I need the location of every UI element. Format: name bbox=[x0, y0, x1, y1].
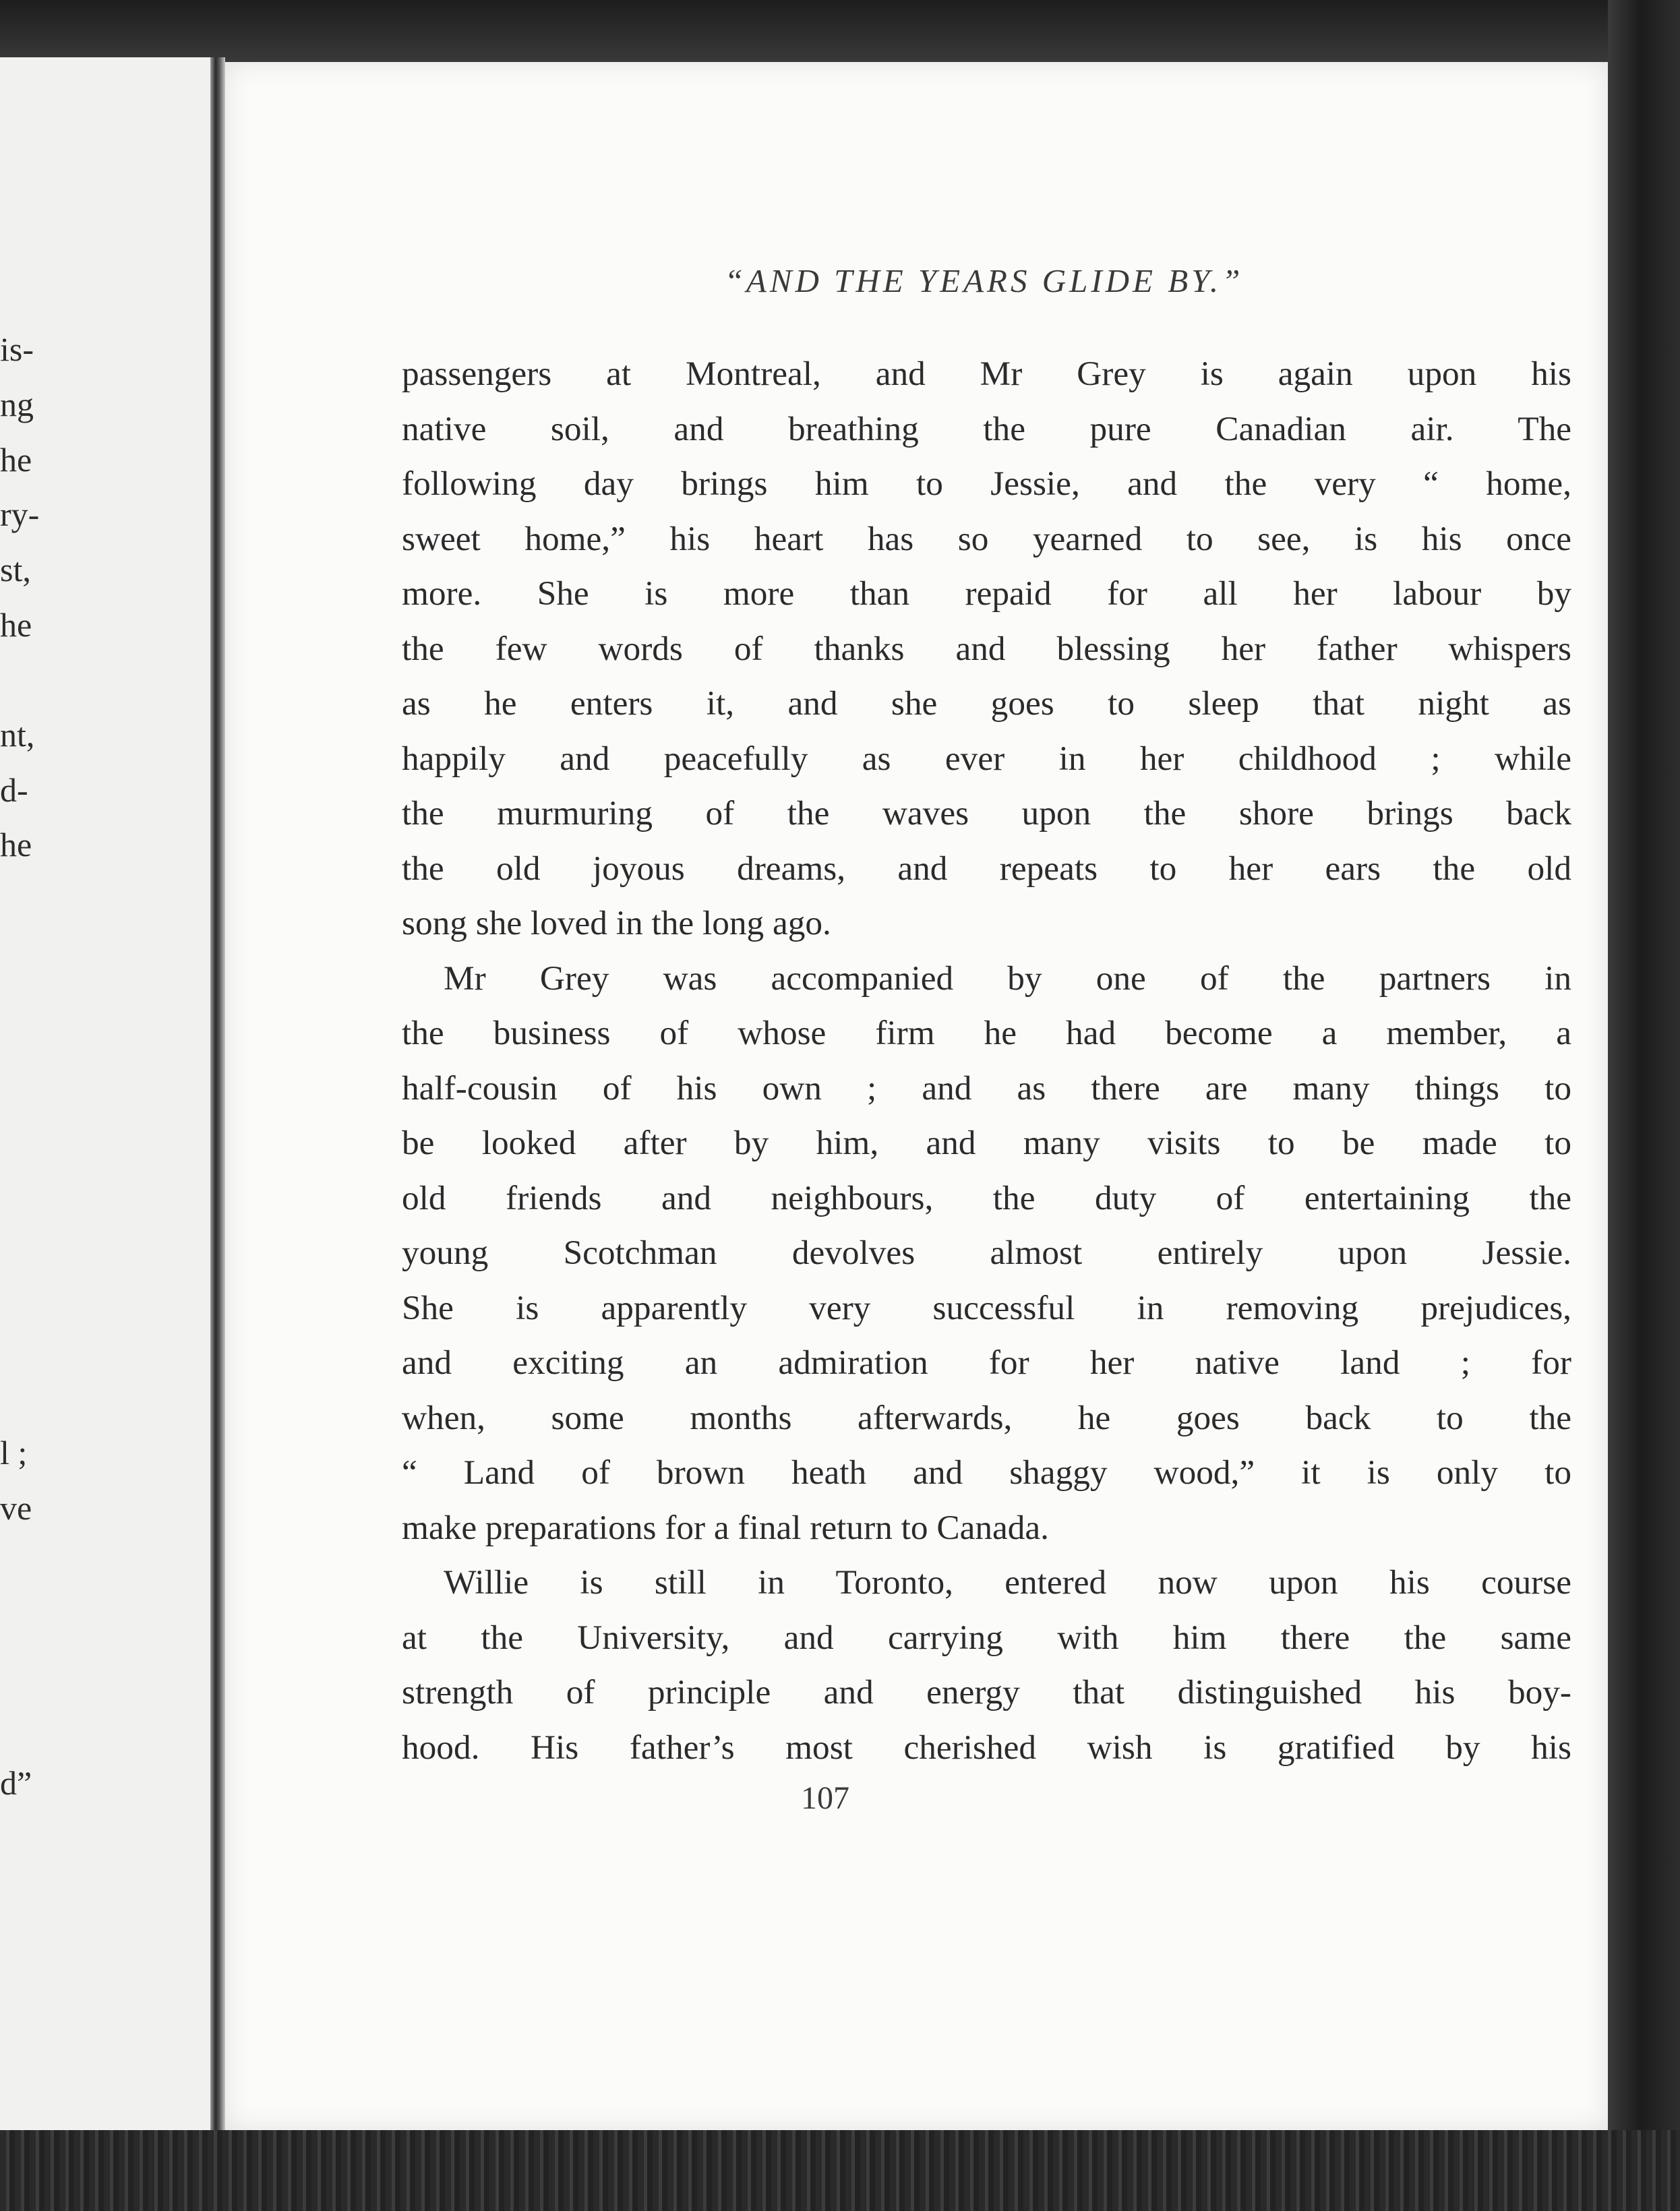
text-line: native soil, and breathing the pure Canadian air. The bbox=[402, 409, 1571, 448]
running-head: “AND THE YEARS GLIDE BY.” bbox=[724, 262, 1244, 299]
text-line: old friends and neighbours, the duty of entertaining the bbox=[402, 1178, 1571, 1217]
facing-page-fragment: is- bbox=[0, 330, 34, 368]
text-line: Mr Grey was accompanied by one of the partners in bbox=[444, 959, 1571, 998]
scanner-border-top bbox=[0, 0, 1680, 64]
text-line: following day brings him to Jessie, and the very “ home, bbox=[402, 464, 1571, 503]
page-number: 107 bbox=[801, 1780, 849, 1816]
facing-page-fragment: he bbox=[0, 441, 32, 479]
facing-page-fragment: st, bbox=[0, 551, 31, 588]
text-line: and exciting an admiration for her native land ; for bbox=[402, 1343, 1571, 1382]
text-line: the old joyous dreams, and repeats to her ears the old bbox=[402, 849, 1571, 888]
text-line: hood. His father’s most cherished wish is gratified by his bbox=[402, 1728, 1571, 1767]
text-line: at the University, and carrying with him there the same bbox=[402, 1618, 1571, 1657]
facing-page-fragment: ve bbox=[0, 1489, 32, 1527]
text-line: when, some months afterwards, he goes back to the bbox=[402, 1398, 1571, 1437]
text-line: the few words of thanks and blessing her father whispers bbox=[402, 629, 1571, 668]
text-line: be looked after by him, and many visits to be made to bbox=[402, 1124, 1571, 1162]
text-line: song she loved in the long ago. bbox=[402, 904, 831, 942]
text-line: Willie is still in Toronto, entered now upon his course bbox=[444, 1563, 1571, 1602]
text-line: the business of whose firm he had become a member, a bbox=[402, 1014, 1571, 1052]
facing-page-fragment: ng bbox=[0, 386, 34, 423]
facing-page-fragment: ry- bbox=[0, 495, 40, 533]
scanner-border-right bbox=[1608, 0, 1680, 2211]
text-line: happily and peacefully as ever in her childhood ; while bbox=[402, 739, 1571, 778]
facing-page-fragment: l ; bbox=[0, 1434, 28, 1472]
text-line: passengers at Montreal, and Mr Grey is again upon his bbox=[402, 355, 1571, 393]
book-gutter bbox=[210, 57, 225, 2130]
book-page bbox=[225, 62, 1608, 2130]
text-line: the murmuring of the waves upon the shore brings back bbox=[402, 794, 1571, 832]
scanner-border-bottom bbox=[0, 2130, 1680, 2211]
text-line: She is apparently very successful in removing prejudices, bbox=[402, 1288, 1571, 1327]
facing-page-fragment: he bbox=[0, 826, 32, 864]
body-text bbox=[402, 346, 1571, 1775]
text-line: make preparations for a final return to Canada. bbox=[402, 1508, 1049, 1547]
facing-page-fragment: d- bbox=[0, 771, 28, 809]
facing-page-fragment: d” bbox=[0, 1764, 32, 1802]
text-line: sweet home,” his heart has so yearned to see, is his once bbox=[402, 519, 1571, 558]
facing-page-fragment: nt, bbox=[0, 716, 35, 754]
facing-page-fragment: he bbox=[0, 606, 32, 644]
text-line: “ Land of brown heath and shaggy wood,” it is only to bbox=[402, 1453, 1571, 1492]
facing-page bbox=[0, 57, 214, 2130]
text-line: as he enters it, and she goes to sleep that night as bbox=[402, 684, 1571, 723]
text-line: half-cousin of his own ; and as there are many things to bbox=[402, 1068, 1571, 1108]
text-line: young Scotchman devolves almost entirely upon Jessie. bbox=[402, 1234, 1571, 1272]
text-line: more. She is more than repaid for all her labour by bbox=[402, 574, 1571, 613]
text-line: strength of principle and energy that distinguished his boy- bbox=[402, 1673, 1571, 1712]
